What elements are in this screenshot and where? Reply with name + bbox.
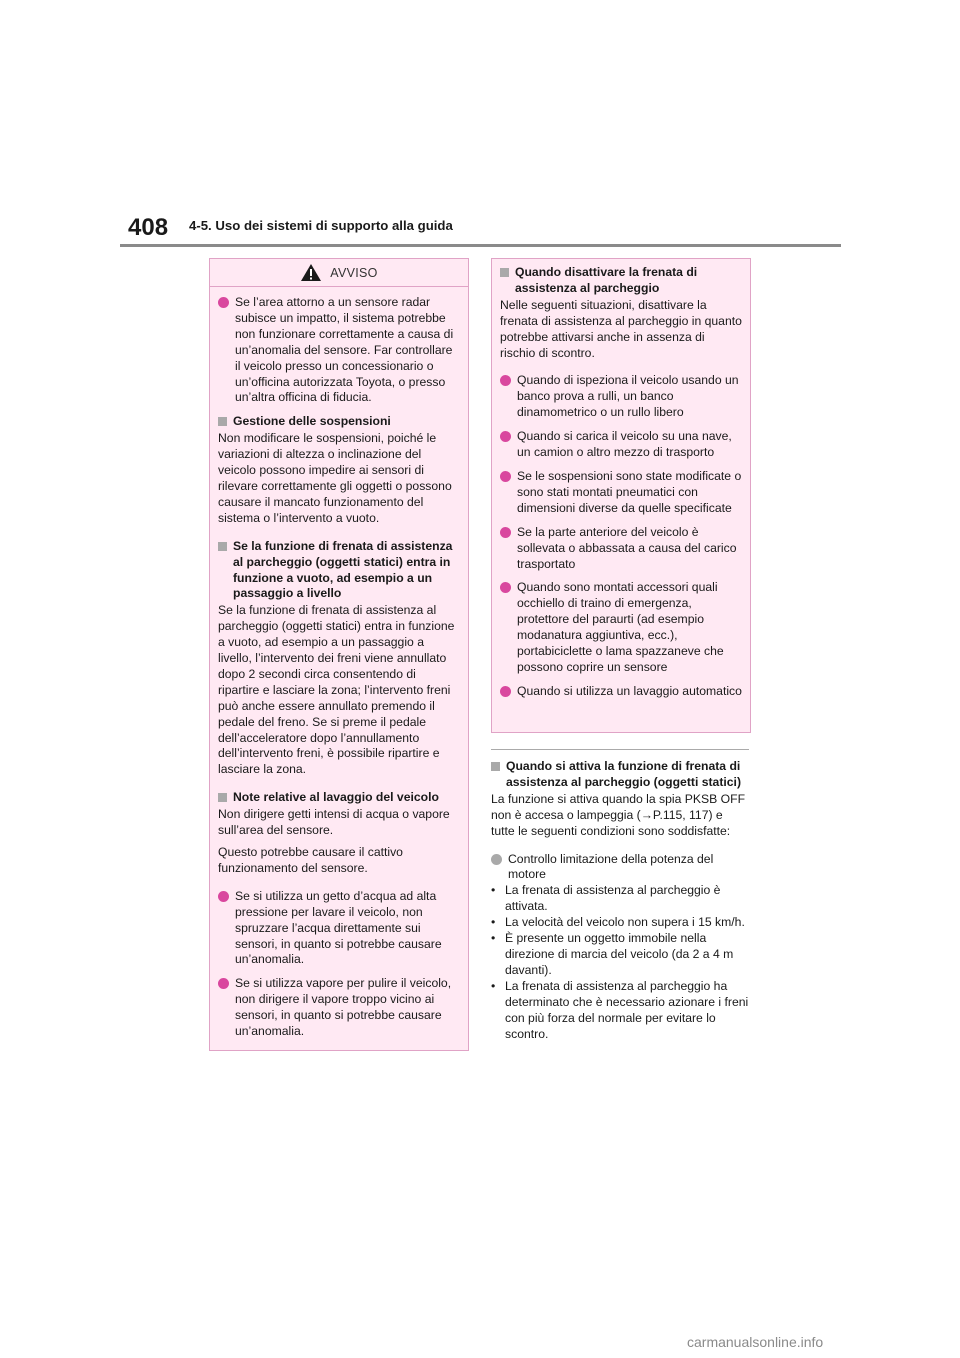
bullet-icon [500, 431, 511, 442]
attiva-text: La funzione si attiva quando la spia PKSB OFF non è accesa o lampeggia (→P.115, 117) e tutte le seguenti condizioni sono soddisfatte: [491, 791, 746, 838]
lavaggio-text-1: Non dirigere getti intensi di acqua o vapore sull’area del sensore. [218, 807, 450, 838]
attiva-heading: Quando si attiva la funzione di frenata di assistenza al parcheggio (oggetti statici) [491, 759, 749, 791]
bullet-icon [500, 582, 511, 593]
list-item [500, 684, 742, 700]
disattivare-text: Nelle seguenti situazioni, disattivare la frenata di assistenza al parcheggio in quanto potrebbe attivarsi anche in assenza di rischio di scontro. [500, 297, 742, 360]
page-header [0, 0, 960, 250]
bullet-icon [491, 854, 502, 865]
square-bullet-icon [218, 542, 227, 551]
bullet-icon [500, 686, 511, 697]
square-bullet-icon [500, 268, 509, 277]
list-item-text: Se si utilizza un getto d’acqua ad alta pressione per lavare il veicolo, non spruzzare l’acqua direttamente sui sensori, in quanto si potrebbe causare un’anomalia. [235, 888, 442, 967]
dash-item: • La frenata di assistenza al parcheggio è attivata. [491, 883, 721, 914]
list-item [491, 852, 749, 884]
warning-box-right [491, 258, 751, 733]
warning-triangle-icon [300, 263, 322, 282]
list-item-text: Quando sono montati accessori quali occhiello di traino di emergenza, protettore del paraurti (ad esempio modanatura aggiuntiva, ecc.), portabiciclette o lama spazzaneve che possono coprire un sensore [517, 580, 724, 674]
bullet-icon [218, 297, 229, 308]
bullet-icon [500, 375, 511, 386]
list-item [500, 429, 742, 461]
list-item-text: Se la parte anteriore del veicolo è sollevata o abbassata a causa del carico trasportato [517, 524, 737, 571]
section-title: 4-5. Uso dei sistemi di supporto alla guida [189, 218, 453, 233]
list-item-text: Se si utilizza vapore per pulire il veicolo, non dirigere il vapore troppo vicino ai sensori, in quanto si potrebbe causare un’anomalia. [235, 976, 452, 1039]
list-item [500, 373, 742, 421]
sospensioni-text: Non modificare le sospensioni, poiché le variazioni di altezza o inclinazione del veicolo possono impedire ai sensori di rilevare correttamente gli oggetti o possono causare il mancato funzionamento del sistema o l’intervento a vuoto. [218, 431, 452, 525]
vuoto-text: Se la funzione di frenata di assistenza al parcheggio (oggetti statici) entra in funzione a vuoto, ad esempio a un passaggio a livello, l’intervento dei freni viene annullato dopo 2 secondi circa consentendo di ripartire e lasciare la zona; l’intervento freni può anche essere annullato premendo il pedale del freno. Se si preme il pedale dell’acceleratore dopo l’annullamento dell’intervento freni, è possibile ripartire e lasciare la zona. [218, 603, 455, 777]
watermark: carmanualsonline.info [687, 1334, 824, 1350]
warning-title: AVVISO [330, 265, 378, 280]
dash-item: • È presente un oggetto immobile nella direzione di marcia del veicolo (da 2 a 4 m davanti). [491, 931, 734, 977]
header-divider [120, 244, 841, 247]
lavaggio-heading: Note relative al lavaggio del veicolo [218, 790, 460, 806]
list-item-text: Quando si utilizza un lavaggio automatico [517, 683, 742, 698]
disattivare-heading: Quando disattivare la frenata di assistenza al parcheggio [500, 265, 742, 297]
list-item [500, 525, 742, 573]
bullet-icon [500, 471, 511, 482]
list-item [500, 580, 742, 675]
bullet-icon [218, 978, 229, 989]
list-item-text: Se l’area attorno a un sensore radar subisce un impatto, il sistema potrebbe non funzionare correttamente a causa di un’anomalia del sensore. Far controllare il veicolo presso un concessionario o un’officina autorizzata Toyota, o presso un’altra officina di fiducia. [235, 295, 454, 405]
warning-header [210, 259, 468, 287]
vuoto-heading: Se la funzione di frenata di assistenza al parcheggio (oggetti statici) entra in funzione a vuoto, ad esempio a un passaggio a livello [218, 539, 460, 603]
square-bullet-icon [218, 417, 227, 426]
list-item [218, 976, 460, 1040]
list-item-text: Quando di ispeziona il veicolo usando un banco prova a rulli, un banco dinamometrico o un rullo libero [517, 373, 739, 420]
list-item [218, 889, 460, 969]
dash-item: • La velocità del veicolo non supera i 15 km/h. [491, 915, 745, 930]
square-bullet-icon [218, 793, 227, 802]
dash-item: • La frenata di assistenza al parcheggio ha determinato che è necessario azionare i freni con più forza del normale per evitare lo scontro. [491, 978, 749, 1041]
list-item [218, 295, 460, 406]
list-item [500, 469, 742, 517]
bullet-icon [500, 527, 511, 538]
warning-box-left [209, 258, 469, 1051]
list-item-text: Quando si carica il veicolo su una nave, un camion o altro mezzo di trasporto [517, 429, 732, 460]
sospensioni-heading: Gestione delle sospensioni [218, 414, 460, 430]
attiva-section [491, 749, 749, 1042]
square-bullet-icon [491, 762, 500, 771]
page-number: 408 [128, 214, 169, 241]
section-divider [491, 749, 749, 750]
lavaggio-text-2: Questo potrebbe causare il cattivo funzionamento del sensore. [218, 845, 403, 875]
bullet-icon [218, 891, 229, 902]
list-item-text: Controllo limitazione della potenza del motore [508, 851, 714, 882]
list-item-text: Se le sospensioni sono state modificate o sono stati montati pneumatici con dimensioni diverse da quelle specificate [517, 468, 742, 515]
